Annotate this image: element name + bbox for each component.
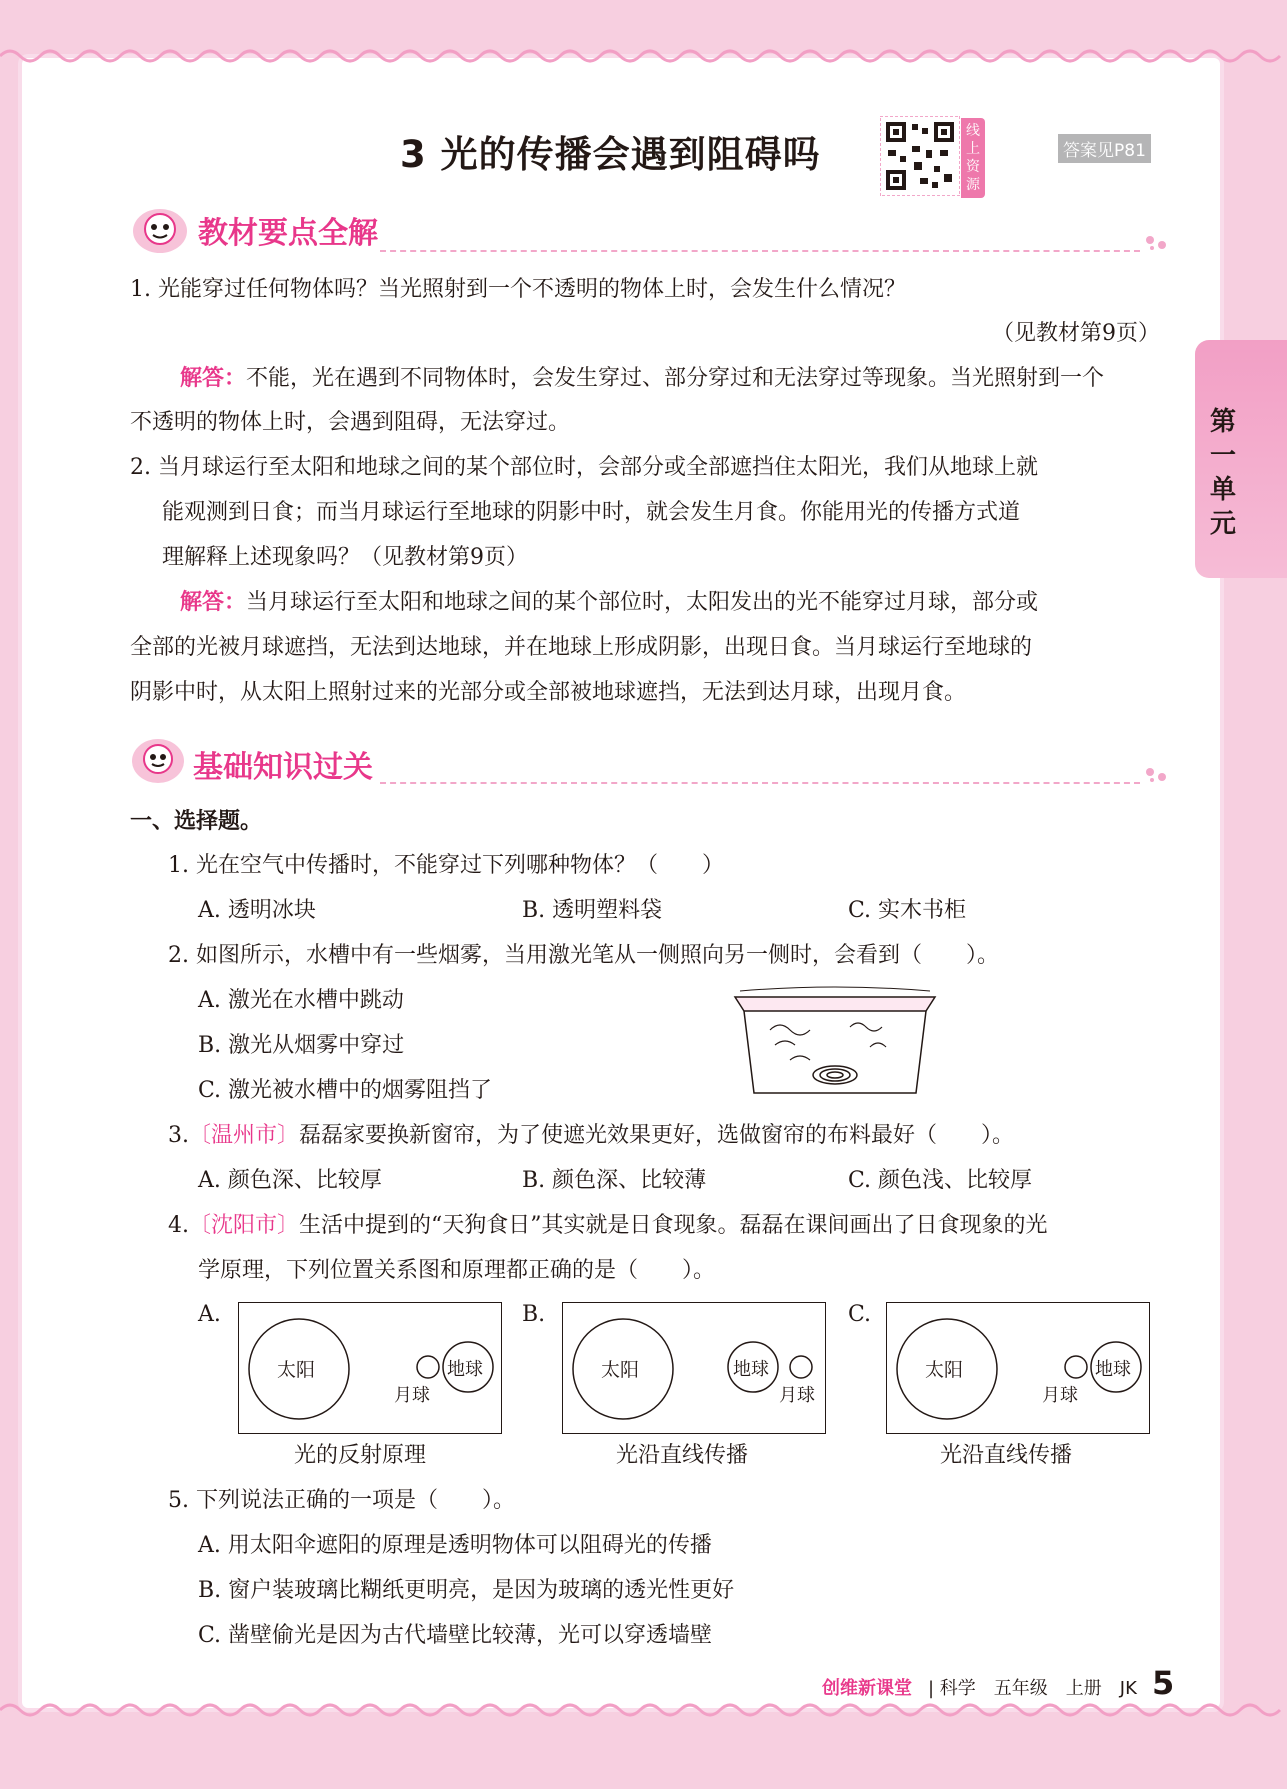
answer-2-line-1: [180, 588, 1038, 618]
cartoon-mascot-icon: [130, 205, 190, 255]
sun-label: 太阳: [277, 1359, 316, 1381]
question-5-option-c[interactable]: C. 凿壁偷光是因为古代墙壁比较薄，光可以穿透墙壁: [198, 1623, 713, 1648]
question-5-stem: 5. 下列说法正确的一项是（ ）。: [168, 1488, 515, 1513]
question-2-option-a[interactable]: A. 激光在水槽中跳动: [198, 988, 404, 1013]
diagram-c-caption: 光沿直线传播: [940, 1443, 1073, 1468]
sun-label: 太阳: [601, 1359, 640, 1381]
page-number: 5: [1152, 1664, 1175, 1702]
answer-1-line-2: 不透明的物体上时，会遇到阻碍，无法穿过。: [130, 410, 571, 435]
question-number: 4.: [168, 1213, 189, 1238]
question-4-option-c-letter[interactable]: C.: [848, 1302, 872, 1327]
unit-side-tab-text: 第一单元: [1209, 407, 1236, 539]
earth-label: 地球: [447, 1359, 483, 1380]
question-4-stem-line-1: [168, 1211, 1048, 1241]
earth-label: 地球: [733, 1359, 769, 1380]
answer-1-text: 不能，光在遇到不同物体时，会发生穿过、部分穿过和无法穿过等现象。当光照射到一个: [246, 366, 1105, 391]
footer-brand: 创维新课堂: [822, 1678, 912, 1699]
question-2-option-c[interactable]: C. 激光被水槽中的烟雾阻挡了: [198, 1078, 493, 1103]
diagram-b-caption: 光沿直线传播: [616, 1443, 749, 1468]
diagram-b: [562, 1302, 826, 1434]
answer-reference-badge: 答案见P81: [1058, 134, 1151, 163]
moon-circle: [790, 1356, 812, 1378]
moon-circle: [1065, 1356, 1087, 1378]
question-number: 3.: [168, 1123, 189, 1148]
textbook-reference: （见教材第9页）: [992, 321, 1160, 346]
scallop-border-top: [0, 44, 1287, 66]
question-3-option-a[interactable]: A. 颜色深、比较厚: [198, 1168, 382, 1193]
question-text: 生活中提到的“天狗食日”其实就是日食现象。磊磊在课间画出了日食现象的光: [299, 1213, 1048, 1238]
answer-1-line-1: [180, 364, 1104, 394]
moon-label: 月球: [779, 1385, 815, 1406]
question-1-stem: 1. 光在空气中传播时，不能穿过下列哪种物体？（ ）: [168, 853, 724, 878]
key-question-2-line-1: 2. 当月球运行至太阳和地球之间的某个部位时，会部分或全部遮挡住太阳光，我们从地球上就: [130, 455, 1038, 480]
section-divider: [380, 250, 1140, 252]
diagram-a-caption: 光的反射原理: [294, 1443, 427, 1468]
answer-label: 解答：: [180, 590, 247, 615]
key-question-2-line-3: 理解释上述现象吗？（见教材第9页）: [162, 545, 528, 570]
decorative-dots-icon: [1144, 236, 1172, 250]
section-heading-key-points: 教材要点全解: [198, 216, 378, 251]
question-5-option-b[interactable]: B. 窗户装玻璃比糊纸更明亮，是因为玻璃的透光性更好: [198, 1578, 735, 1603]
region-tag: 〔沈阳市〕: [189, 1213, 300, 1238]
online-resource-tag: 线上资源: [961, 118, 985, 198]
scallop-border-bottom: [0, 1700, 1287, 1722]
sun-label: 太阳: [925, 1359, 964, 1381]
answer-2-text: 当月球运行至太阳和地球之间的某个部位时，太阳发出的光不能穿过月球，部分或: [246, 590, 1039, 615]
question-3-option-c[interactable]: C. 颜色浅、比较厚: [848, 1168, 1033, 1193]
key-question-1: 1. 光能穿过任何物体吗？当光照射到一个不透明的物体上时，会发生什么情况？: [130, 277, 906, 302]
question-1-option-c[interactable]: C. 实木书柜: [848, 898, 967, 923]
moon-label: 月球: [1042, 1385, 1078, 1406]
lesson-title: 3 光的传播会遇到阻碍吗: [400, 133, 821, 176]
part-title: 一、选择题。: [130, 809, 263, 834]
section-heading-basics: 基础知识过关: [193, 750, 373, 785]
question-1-option-b[interactable]: B. 透明塑料袋: [522, 898, 663, 923]
question-5-option-a[interactable]: A. 用太阳伞遮阳的原理是透明物体可以阻碍光的传播: [198, 1533, 712, 1558]
question-4-option-b-letter[interactable]: B.: [522, 1302, 546, 1327]
question-1-option-a[interactable]: A. 透明冰块: [198, 898, 316, 923]
question-2-stem: 2. 如图所示，水槽中有一些烟雾，当用激光笔从一侧照向另一侧时，会看到（ ）。: [168, 943, 999, 968]
smoke-tank-illustration: [730, 985, 940, 1100]
qr-code-icon[interactable]: [880, 116, 960, 196]
earth-label: 地球: [1095, 1359, 1131, 1380]
diagram-a: [238, 1302, 502, 1434]
moon-label: 月球: [394, 1385, 430, 1406]
diagram-c: [886, 1302, 1150, 1434]
cartoon-mascot-icon: [130, 735, 186, 785]
question-2-option-b[interactable]: B. 激光从烟雾中穿过: [198, 1033, 405, 1058]
answer-2-line-3: 阴影中时，从太阳上照射过来的光部分或全部被地球遮挡，无法到达月球，出现月食。: [130, 680, 967, 705]
footer-book-info: | 科学 五年级 上册 JK: [928, 1678, 1137, 1699]
answer-2-line-2: 全部的光被月球遮挡，无法到达地球，并在地球上形成阴影，出现日食。当月球运行至地球的: [130, 635, 1033, 660]
question-4-stem-line-2: 学原理，下列位置关系图和原理都正确的是（ ）。: [198, 1258, 716, 1283]
question-3-stem: [168, 1121, 1014, 1151]
question-4-option-a-letter[interactable]: A.: [198, 1302, 221, 1327]
region-tag: 〔温州市〕: [189, 1123, 300, 1148]
decorative-dots-icon: [1144, 768, 1172, 782]
moon-circle: [417, 1356, 439, 1378]
answer-label: 解答：: [180, 366, 247, 391]
section-divider: [380, 782, 1140, 784]
key-question-2-line-2: 能观测到日食；而当月球运行至地球的阴影中时，就会发生月食。你能用光的传播方式道: [162, 500, 1021, 525]
question-3-option-b[interactable]: B. 颜色深、比较薄: [522, 1168, 707, 1193]
question-text: 磊磊家要换新窗帘，为了使遮光效果更好，选做窗帘的布料最好（ ）。: [299, 1123, 1015, 1148]
